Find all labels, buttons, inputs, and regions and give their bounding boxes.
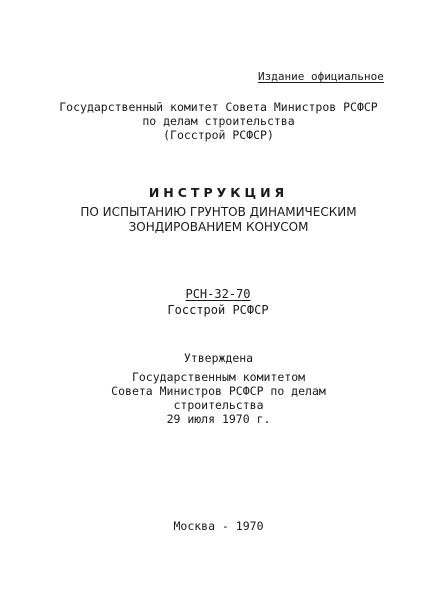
approval-line-2: Совета Министров РСФСР по делам — [111, 384, 326, 398]
subtitle-line-2: ЗОНДИРОВАНИЕМ КОНУСОМ — [128, 220, 309, 234]
edition-label: Издание официальное — [258, 70, 384, 83]
document-code: РСН-32-70 — [185, 287, 251, 301]
committee-block — [0, 100, 437, 142]
document-subtitle — [0, 205, 437, 235]
document-title: ИНСТРУКЦИЯ — [148, 185, 289, 200]
approval-block — [0, 370, 437, 426]
publication-place-year: Москва - 1970 — [173, 519, 264, 533]
subtitle-line-1: ПО ИСПЫТАНИЮ ГРУНТОВ ДИНАМИЧЕСКИМ — [80, 205, 357, 219]
document-issuer: Госстрой РСФСР — [167, 303, 269, 317]
committee-line-1: Государственный комитет Совета Министров РСФСР — [59, 100, 378, 114]
approval-line-4: 29 июля 1970 г. — [166, 412, 271, 426]
approval-heading: Утверждена — [183, 351, 254, 365]
approval-line-1: Государственным комитетом — [131, 370, 306, 384]
committee-line-2: по делам строительства — [142, 114, 295, 128]
approval-line-3: строительства — [173, 398, 264, 412]
committee-line-3: (Госстрой РСФСР) — [163, 128, 274, 142]
